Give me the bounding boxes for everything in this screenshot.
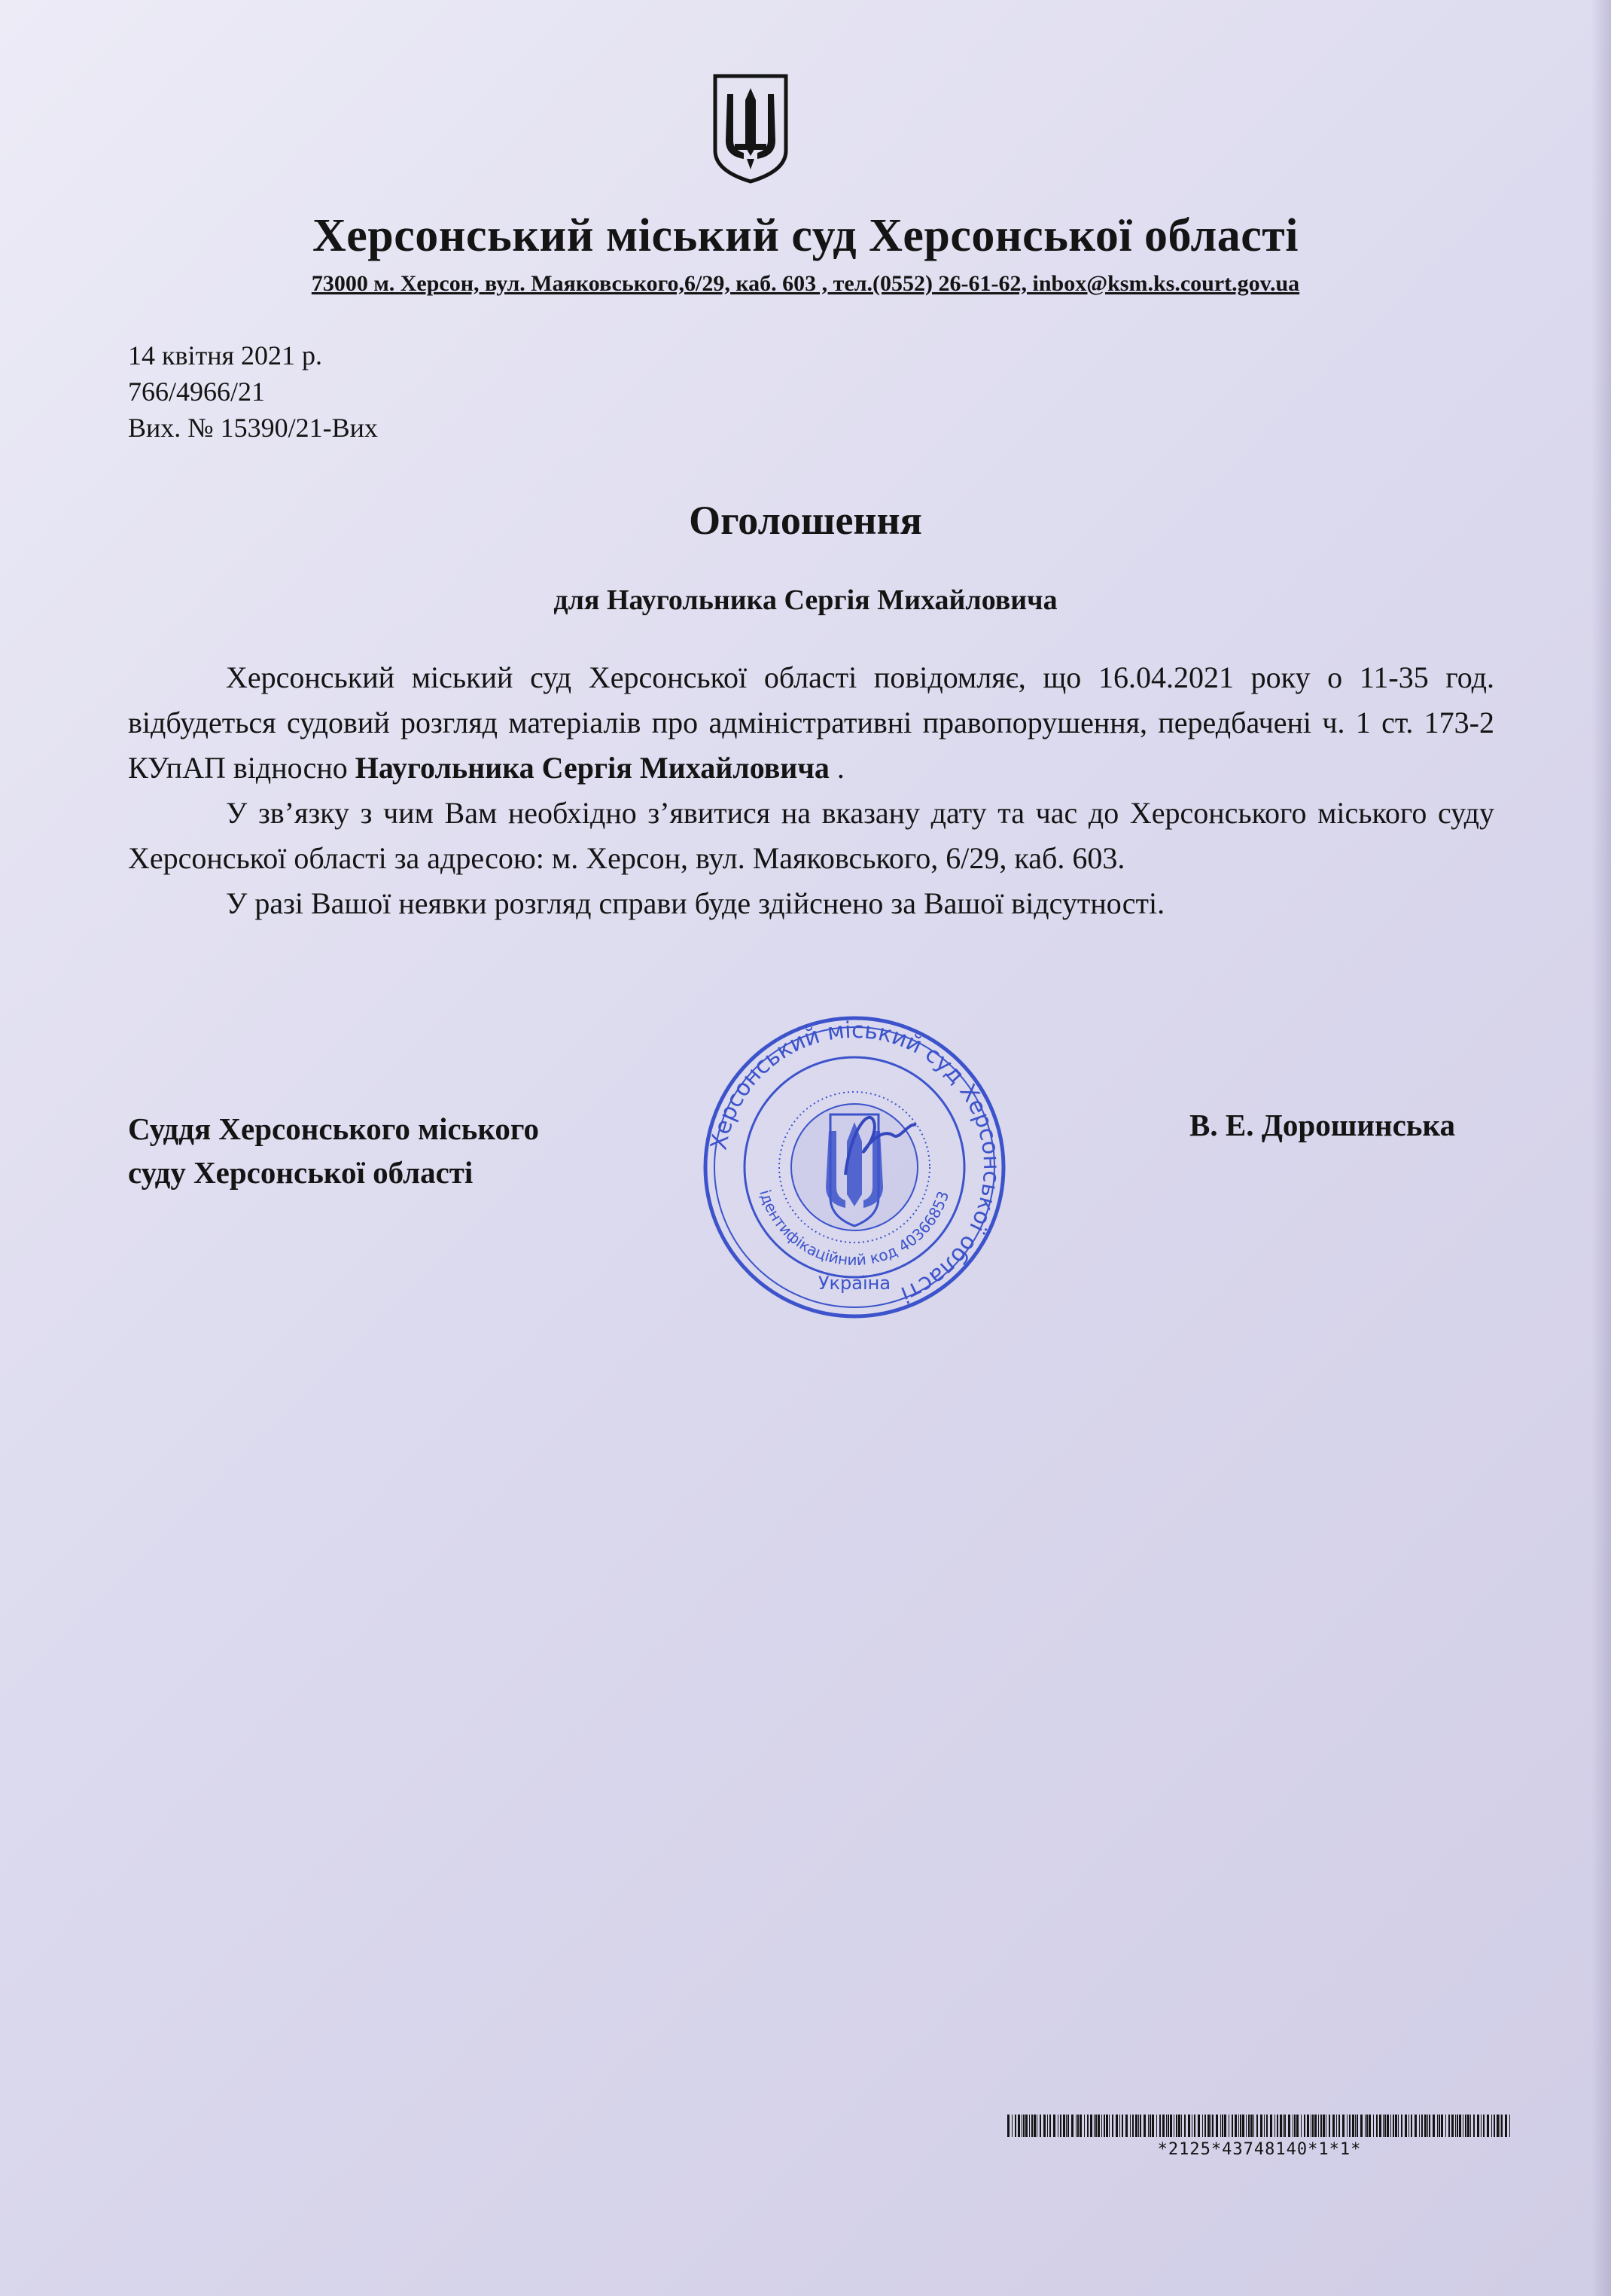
defendant-name: Наугольника Сергія Михайловича [355, 751, 830, 785]
judge-name: В. Е. Дорошинська [1189, 1108, 1455, 1142]
barcode-icon [1007, 2115, 1512, 2137]
notice-paragraph-2: У зв’язку з чим Вам необхідно з’явитися на вказану дату та час до Херсонського міського суду Херсонської області за адресою: м. Херсон, вул. Маяковського, 6/29, каб. 603. [128, 796, 1494, 875]
paragraph-1-text: Херсонський міський суд Херсонської області повідомляє, що 16.04.2021 року о 11-35 год. відбудеться судовий розгляд матеріалів про адміністративні правопорушення, передбачені ч. 1 ст. 173-2 КУпАП відносно [128, 660, 1494, 785]
document-title: Оголошення [689, 498, 922, 543]
case-number: 766/4966/21 [128, 377, 266, 407]
judge-position [128, 1107, 539, 1194]
stamp-ring-text: Херсонський міський суд Херсонської області [705, 1017, 1005, 1308]
notice-paragraph-1 [128, 655, 1494, 791]
stamp-id-code: ідентифікаційний код 40366853 [756, 1188, 953, 1270]
document-date: 14 квітня 2021 р. [128, 340, 323, 370]
court-seal-stamp [696, 1009, 1013, 1325]
court-address: 73000 м. Херсон, вул. Маяковського,6/29, каб. 603 , тел.(0552) 26-61-62, inbox@ksm.ks.court.gov.ua [311, 271, 1300, 296]
page-edge-shadow [1591, 0, 1611, 2296]
stamp-country: Україна [818, 1273, 891, 1294]
addressee-line: для Наугольника Сергія Михайловича [553, 584, 1058, 616]
notice-body [128, 655, 1494, 926]
judge-position-line-1: Суддя Херсонського міського [128, 1111, 540, 1146]
judge-position-line-2: суду Херсонської області [128, 1155, 474, 1190]
ukraine-trident-icon [709, 72, 792, 184]
outgoing-number: Вих. № 15390/21-Вих [128, 413, 378, 443]
notice-paragraph-3: У разі Вашої неявки розгляд справи буде здійснено за Вашої відсутності. [226, 886, 1165, 920]
barcode-block [1007, 2115, 1512, 2159]
paragraph-1-end: . [829, 751, 845, 785]
document-meta [128, 337, 378, 446]
court-name: Херсонський міський суд Херсонської області [312, 210, 1299, 261]
barcode-number: *2125*43748140*1*1* [1157, 2140, 1362, 2159]
